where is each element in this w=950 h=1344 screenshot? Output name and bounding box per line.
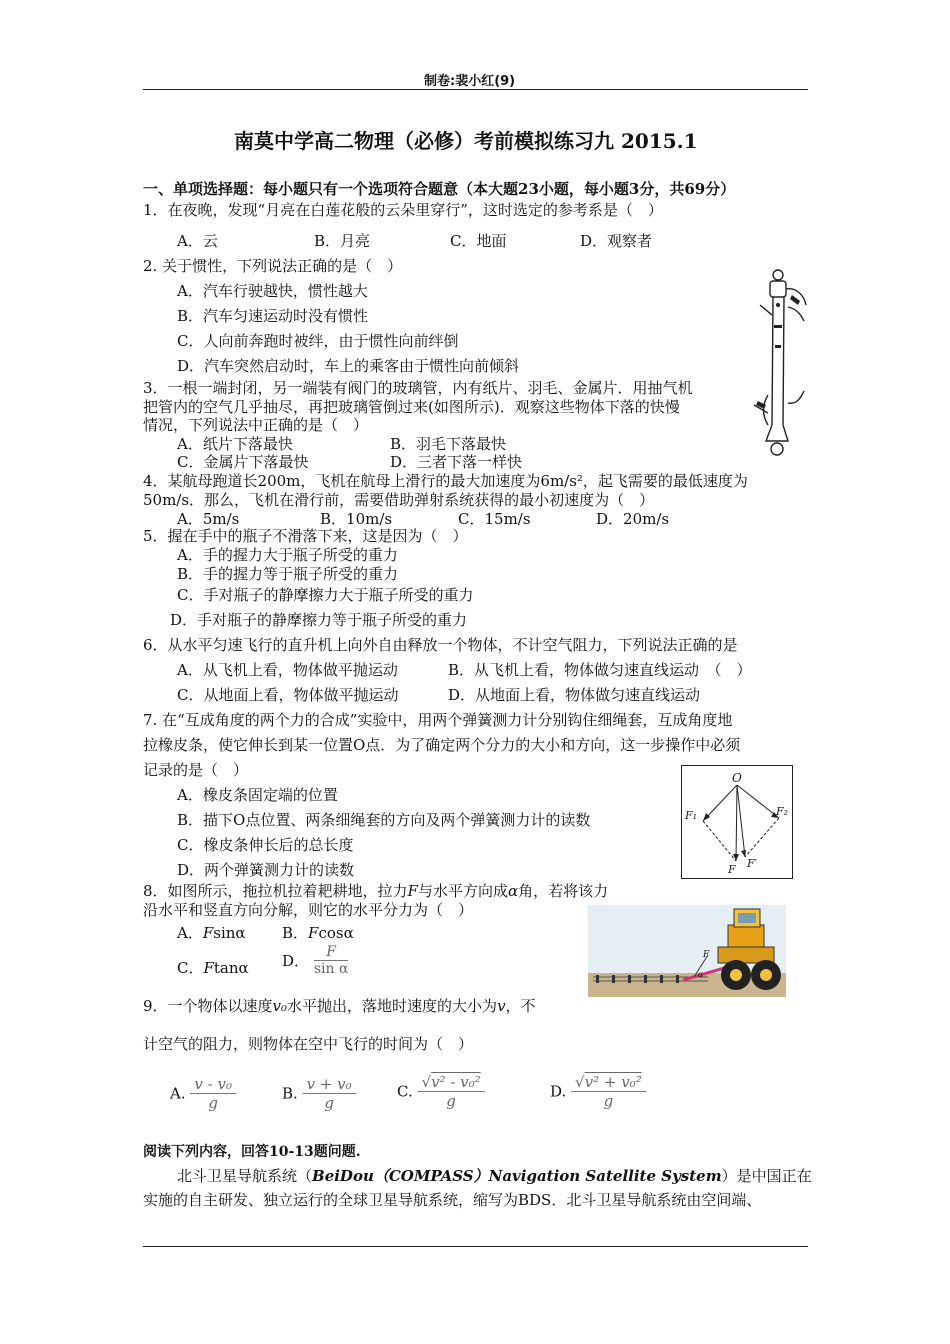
q6-option-c: C．从地面上看，物体做平抛运动 xyxy=(177,686,399,704)
q9-option-a xyxy=(170,1075,236,1112)
q7-option-b: B．描下O点位置、两条细绳套的方向及两个弹簧测力计的读数 xyxy=(177,811,591,829)
q8-option-d-numerator: F xyxy=(314,944,349,961)
q7-line2: 拉橡皮条，使它伸长到某一位置O点．为了确定两个分力的大小和方向，这一步操作中必须 xyxy=(143,736,741,754)
q9-option-d-radicand: v² + v₀² xyxy=(584,1073,642,1091)
fig-label-o: O xyxy=(732,771,742,785)
q5-option-a: A．手的握力大于瓶子所受的重力 xyxy=(177,546,398,564)
q5-option-b: B．手的握力等于瓶子所受的重力 xyxy=(177,565,399,583)
reading-paragraph-line2: 实施的自主研发、独立运行的全球卫星导航系统，缩写为BDS．北斗卫星导航系统由空间端、 xyxy=(143,1191,762,1209)
q8-option-a xyxy=(177,922,246,943)
q7-line3: 记录的是（ ） xyxy=(143,761,249,779)
reading-p1-english: BeiDou（COMPASS）Navigation Satellite System xyxy=(312,1167,722,1185)
q6-stem: 6．从水平匀速飞行的直升机上向外自由释放一个物体，不计空气阻力，下列说法正确的是 xyxy=(143,636,738,654)
q9-option-c xyxy=(397,1073,485,1110)
q9-option-a-numerator: v - v₀ xyxy=(190,1075,236,1094)
q9-option-a-denominator: g xyxy=(208,1094,218,1112)
q3-option-c: C．金属片下落最快 xyxy=(177,453,309,471)
q9-line2: 计空气的阻力，则物体在空中飞行的时间为（ ） xyxy=(143,1035,474,1053)
reading-heading: 阅读下列内容，回答10-13题问题. xyxy=(143,1144,361,1160)
q9-option-c-numerator: √v² - v₀² xyxy=(418,1073,485,1092)
q8-option-c xyxy=(177,957,249,978)
q3-line3: 情况，下列说法中正确的是（ ） xyxy=(143,416,369,434)
tractor-label-f: F xyxy=(703,950,710,960)
footer-rule xyxy=(143,1246,808,1247)
q9-option-c-denominator: g xyxy=(446,1092,456,1110)
q3-option-a: A．纸片下落最快 xyxy=(177,435,293,453)
q9-line1-v0: v₀ xyxy=(272,997,288,1015)
q1-option-b: B．月亮 xyxy=(314,232,371,250)
q2-option-d: D．汽车突然启动时，车上的乘客由于惯性向前倾斜 xyxy=(177,357,520,375)
q7-line1: 7. 在“互成角度的两个力的合成”实验中，用两个弹簧测力计分别钩住细绳套，互成角度地 xyxy=(143,711,733,729)
q9-option-d-numerator: √v² + v₀² xyxy=(571,1073,646,1092)
q6-option-d: D．从地面上看，物体做匀速直线运动 xyxy=(448,686,701,704)
q8-option-c-fn: tanα xyxy=(213,959,249,977)
reading-p1-b: ）是中国正在 xyxy=(721,1167,812,1185)
header-maker: 制卷:裴小红(9) xyxy=(424,74,516,89)
q1-option-a: A．云 xyxy=(177,232,218,250)
q1-option-d: D．观察者 xyxy=(580,232,653,250)
q8-option-a-f: F xyxy=(202,924,214,942)
q8-line1-c: 角，若将该力 xyxy=(518,882,609,900)
q9-option-d-denominator: g xyxy=(603,1092,614,1110)
q9-option-d xyxy=(550,1073,646,1110)
q8-line2: 沿水平和竖直方向分解，则它的水平分力为（ ） xyxy=(143,901,474,919)
q6-option-a: A．从飞机上看，物体做平抛运动 xyxy=(177,661,398,679)
q8-line1 xyxy=(143,880,608,901)
q3-option-d: D．三者下落一样快 xyxy=(390,453,523,471)
glass-tube-figure xyxy=(748,265,810,460)
reading-p1-a: 北斗卫星导航系统（ xyxy=(177,1167,313,1185)
q2-option-c: C．人向前奔跑时被绊，由于惯性向前绊倒 xyxy=(177,332,459,350)
q5-stem: 5．握在手中的瓶子不滑落下来，这是因为（ ） xyxy=(143,527,468,545)
q8-option-d-label: D． xyxy=(282,952,310,970)
q7-option-a: A．橡皮条固定端的位置 xyxy=(177,786,338,804)
q8-option-b-label: B． xyxy=(282,924,309,942)
q9-line1 xyxy=(143,995,536,1016)
q8-option-c-label: C． xyxy=(177,959,204,977)
q8-line1-f: F xyxy=(407,882,418,900)
page-title: 南莫中学高二物理（必修）考前模拟练习九 2015.1 xyxy=(234,129,698,153)
header-rule xyxy=(143,89,808,90)
q9-option-b-numerator: v + v₀ xyxy=(303,1075,356,1094)
q4-option-d: D．20m/s xyxy=(596,510,670,528)
q3-line1: 3．一根一端封闭，另一端装有阀门的玻璃管，内有纸片、羽毛、金属片．用抽气机 xyxy=(143,379,693,397)
q8-line1-alpha: α xyxy=(507,882,519,900)
reading-paragraph-line1 xyxy=(177,1165,812,1186)
q3-option-b: B．羽毛下落最快 xyxy=(390,435,507,453)
q9-line1-a: 9．一个物体以速度 xyxy=(143,997,273,1015)
q9-line1-v: v xyxy=(497,997,506,1015)
q1-option-c: C．地面 xyxy=(450,232,507,250)
q8-option-d xyxy=(282,944,348,977)
q8-line1-b: 与水平方向成 xyxy=(417,882,508,900)
q9-option-b-denominator: g xyxy=(324,1094,334,1112)
q2-stem: 2. 关于惯性，下列说法正确的是（ ） xyxy=(143,257,403,275)
q4-option-c: C．15m/s xyxy=(458,510,531,528)
q8-option-c-f: F xyxy=(203,959,214,977)
q4-line2: 50m/s．那么，飞机在滑行前，需要借助弹射系统获得的最小初速度为（ ） xyxy=(143,491,655,509)
q9-option-a-label: A. xyxy=(170,1084,186,1103)
fig-label-fprime: F′ xyxy=(747,857,758,870)
tractor-figure xyxy=(588,905,786,997)
q9-line1-b: 水平抛出，落地时速度的大小为 xyxy=(287,997,498,1015)
q9-option-b xyxy=(282,1075,356,1112)
fig-label-f1: F₁ xyxy=(685,809,698,822)
q9-option-c-radicand: v² - v₀² xyxy=(431,1073,481,1091)
q6-option-b: B．从飞机上看，物体做匀速直线运动 （ ） xyxy=(448,661,752,679)
q8-option-d-denominator: sin α xyxy=(313,961,349,977)
q9-line1-c: ，不 xyxy=(505,997,536,1015)
q4-line1: 4．某航母跑道长200m，飞机在航母上滑行的最大加速度为6m/s²，起飞需要的最低速度为 xyxy=(143,472,748,490)
q1-stem: 1．在夜晚，发现“月亮在白莲花般的云朵里穿行”，这时选定的参考系是（ ） xyxy=(143,201,663,219)
q9-option-c-label: C. xyxy=(397,1082,413,1101)
q4-option-a: A．5m/s xyxy=(177,510,240,528)
q8-option-b-fn: cosα xyxy=(318,924,354,942)
q8-line1-a: 8．如图所示，拖拉机拉着耙耕地，拉力 xyxy=(143,882,408,900)
fig-label-f: F xyxy=(728,863,736,876)
q7-option-d: D．两个弹簧测力计的读数 xyxy=(177,861,355,879)
section-heading: 一、单项选择题：每小题只有一个选项符合题意（本大题23小题，每小题3分，共69分） xyxy=(143,180,736,198)
q8-option-a-label: A． xyxy=(177,924,203,942)
q8-option-b xyxy=(282,922,354,943)
q2-option-a: A．汽车行驶越快，惯性越大 xyxy=(177,282,368,300)
q9-option-b-label: B. xyxy=(282,1084,298,1103)
q3-line2: 把管内的空气几乎抽尽，再把玻璃管倒过来(如图所示)．观察这些物体下落的快慢 xyxy=(143,398,680,416)
fig-label-f2: F₂ xyxy=(776,805,789,818)
tractor-label-alpha: α xyxy=(698,970,704,979)
q8-option-a-fn: sinα xyxy=(213,924,246,942)
q2-option-b: B．汽车匀速运动时没有惯性 xyxy=(177,307,369,325)
q4-option-b: B．10m/s xyxy=(320,510,393,528)
force-parallelogram-figure xyxy=(681,765,793,879)
q7-option-c: C．橡皮条伸长后的总长度 xyxy=(177,836,354,854)
q5-option-c: C．手对瓶子的静摩擦力大于瓶子所受的重力 xyxy=(177,586,474,604)
q5-option-d: D．手对瓶子的静摩擦力等于瓶子所受的重力 xyxy=(170,611,468,629)
q9-option-d-label: D. xyxy=(550,1082,567,1101)
q8-option-b-f: F xyxy=(308,924,319,942)
